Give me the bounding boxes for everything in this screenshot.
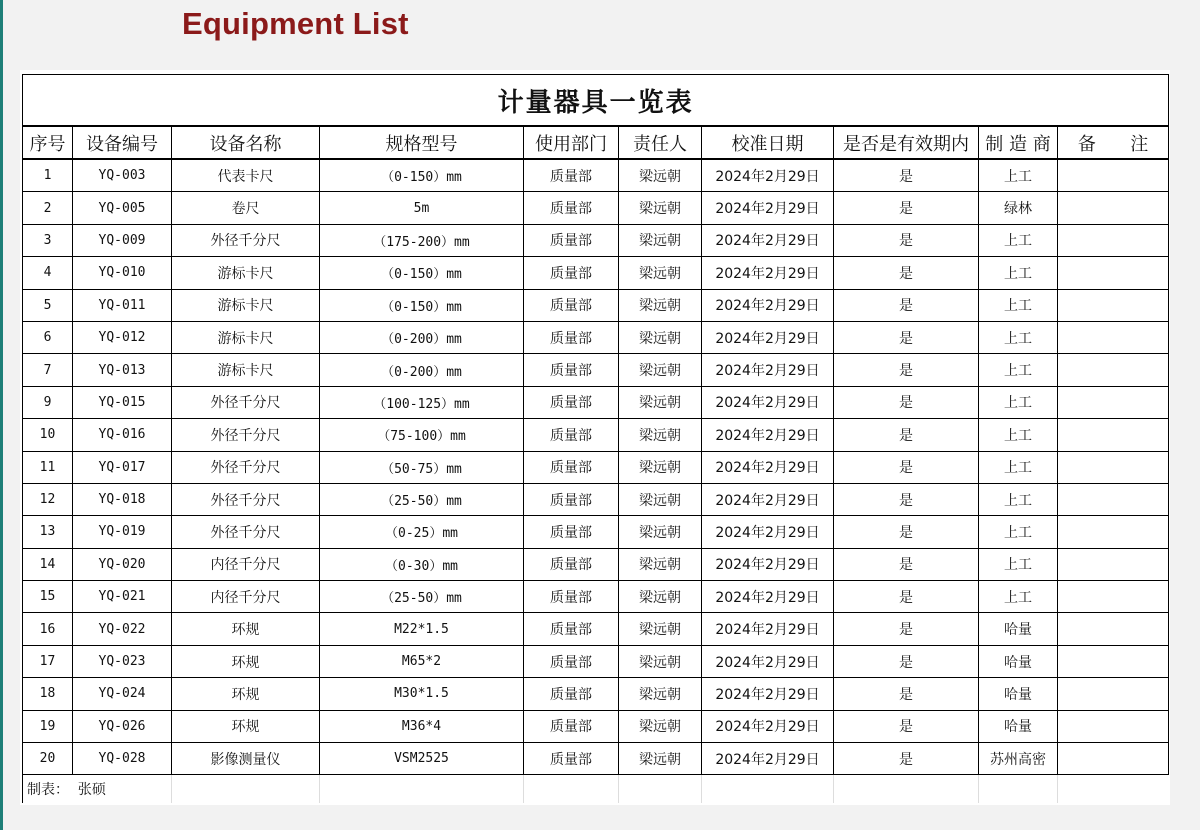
cell-remarks[interactable] — [1058, 678, 1169, 710]
table-row — [23, 451, 1169, 483]
cell-calibration-date[interactable]: 2024年2月29日 — [702, 354, 834, 386]
cell-calibration-date[interactable]: 2024年2月29日 — [702, 419, 834, 451]
cell-seq[interactable]: 3 — [23, 224, 73, 256]
table-row — [23, 386, 1169, 418]
cell-equipment-name[interactable]: 游标卡尺 — [172, 257, 320, 289]
cell-seq[interactable]: 14 — [23, 548, 73, 580]
cell-equipment-name[interactable]: 外径千分尺 — [172, 516, 320, 548]
cell-owner[interactable]: 梁远朝 — [619, 678, 702, 710]
cell-manufacturer[interactable]: 上工 — [979, 451, 1058, 483]
cell-equipment-name[interactable]: 环规 — [172, 710, 320, 742]
cell-calibration-date[interactable]: 2024年2月29日 — [702, 451, 834, 483]
table-row — [23, 257, 1169, 289]
cell-department[interactable]: 质量部 — [524, 581, 619, 613]
cell-equipment-name[interactable]: 内径千分尺 — [172, 581, 320, 613]
cell-equipment-id[interactable]: YQ-003 — [73, 159, 172, 192]
table-row — [23, 224, 1169, 256]
table-row — [23, 645, 1169, 677]
cell-equipment-name[interactable]: 环规 — [172, 645, 320, 677]
equipment-table — [22, 74, 1169, 803]
cell-department[interactable]: 质量部 — [524, 386, 619, 418]
cell-calibration-date[interactable]: 2024年2月29日 — [702, 710, 834, 742]
header-cell-equipment-id[interactable]: 设备编号 — [73, 126, 172, 159]
cell-spec[interactable]: （100-125）mm — [320, 386, 524, 418]
cell-remarks[interactable] — [1058, 289, 1169, 321]
cell-seq[interactable]: 5 — [23, 289, 73, 321]
cell-owner[interactable]: 梁远朝 — [619, 386, 702, 418]
cell-equipment-id[interactable]: YQ-009 — [73, 224, 172, 256]
table-footer-row — [23, 775, 1169, 804]
table-row — [23, 743, 1169, 775]
cell-department[interactable]: 质量部 — [524, 192, 619, 224]
cell-equipment-name[interactable]: 内径千分尺 — [172, 548, 320, 580]
cell-calibration-date[interactable]: 2024年2月29日 — [702, 192, 834, 224]
header-cell-remarks[interactable]: 备 注 — [1058, 126, 1169, 159]
window-left-edge — [0, 0, 3, 830]
cell-remarks[interactable] — [1058, 743, 1169, 775]
page-heading: Equipment List — [182, 6, 409, 41]
cell-owner[interactable]: 梁远朝 — [619, 257, 702, 289]
cell-valid[interactable]: 是 — [834, 710, 979, 742]
empty-cell[interactable] — [834, 775, 979, 804]
cell-valid[interactable]: 是 — [834, 645, 979, 677]
cell-spec[interactable]: （0-25）mm — [320, 516, 524, 548]
header-cell-spec[interactable]: 规格型号 — [320, 126, 524, 159]
cell-remarks[interactable] — [1058, 581, 1169, 613]
cell-owner[interactable]: 梁远朝 — [619, 743, 702, 775]
cell-spec[interactable]: （50-75）mm — [320, 451, 524, 483]
table-row — [23, 159, 1169, 192]
cell-calibration-date[interactable]: 2024年2月29日 — [702, 645, 834, 677]
cell-equipment-name[interactable]: 游标卡尺 — [172, 321, 320, 353]
table-row — [23, 419, 1169, 451]
cell-seq[interactable]: 2 — [23, 192, 73, 224]
cell-equipment-name[interactable]: 环规 — [172, 678, 320, 710]
table-row — [23, 678, 1169, 710]
cell-equipment-id[interactable]: YQ-021 — [73, 581, 172, 613]
cell-department[interactable]: 质量部 — [524, 548, 619, 580]
cell-remarks[interactable] — [1058, 224, 1169, 256]
cell-calibration-date[interactable]: 2024年2月29日 — [702, 257, 834, 289]
cell-spec[interactable]: M65*2 — [320, 645, 524, 677]
cell-spec[interactable]: VSM2525 — [320, 743, 524, 775]
cell-equipment-id[interactable]: YQ-022 — [73, 613, 172, 645]
table-row — [23, 516, 1169, 548]
cell-equipment-name[interactable]: 外径千分尺 — [172, 419, 320, 451]
cell-equipment-name[interactable]: 外径千分尺 — [172, 224, 320, 256]
cell-valid[interactable]: 是 — [834, 483, 979, 515]
cell-seq[interactable]: 13 — [23, 516, 73, 548]
cell-remarks[interactable] — [1058, 386, 1169, 418]
cell-manufacturer[interactable]: 哈量 — [979, 678, 1058, 710]
cell-equipment-id[interactable]: YQ-024 — [73, 678, 172, 710]
cell-seq[interactable]: 7 — [23, 354, 73, 386]
cell-department[interactable]: 质量部 — [524, 451, 619, 483]
cell-equipment-id[interactable]: YQ-011 — [73, 289, 172, 321]
cell-owner[interactable]: 梁远朝 — [619, 354, 702, 386]
cell-equipment-id[interactable]: YQ-017 — [73, 451, 172, 483]
cell-equipment-name[interactable]: 外径千分尺 — [172, 386, 320, 418]
cell-spec[interactable]: （25-50）mm — [320, 483, 524, 515]
cell-manufacturer[interactable]: 绿林 — [979, 192, 1058, 224]
table-row — [23, 354, 1169, 386]
cell-manufacturer[interactable]: 上工 — [979, 224, 1058, 256]
cell-department[interactable]: 质量部 — [524, 645, 619, 677]
cell-spec[interactable]: （0-150）mm — [320, 159, 524, 192]
cell-valid[interactable]: 是 — [834, 743, 979, 775]
table-row — [23, 289, 1169, 321]
table-row — [23, 613, 1169, 645]
cell-department[interactable]: 质量部 — [524, 743, 619, 775]
cell-manufacturer[interactable]: 上工 — [979, 321, 1058, 353]
spreadsheet-area — [20, 70, 1170, 805]
cell-valid[interactable]: 是 — [834, 192, 979, 224]
cell-manufacturer[interactable]: 上工 — [979, 483, 1058, 515]
cell-department[interactable]: 质量部 — [524, 613, 619, 645]
cell-remarks[interactable] — [1058, 516, 1169, 548]
cell-valid[interactable]: 是 — [834, 321, 979, 353]
cell-seq[interactable]: 6 — [23, 321, 73, 353]
cell-valid[interactable]: 是 — [834, 257, 979, 289]
cell-remarks[interactable] — [1058, 483, 1169, 515]
cell-manufacturer[interactable]: 苏州高密 — [979, 743, 1058, 775]
cell-remarks[interactable] — [1058, 354, 1169, 386]
cell-owner[interactable]: 梁远朝 — [619, 613, 702, 645]
cell-equipment-id[interactable]: YQ-023 — [73, 645, 172, 677]
cell-seq[interactable]: 17 — [23, 645, 73, 677]
cell-calibration-date[interactable]: 2024年2月29日 — [702, 386, 834, 418]
cell-valid[interactable]: 是 — [834, 224, 979, 256]
cell-remarks[interactable] — [1058, 321, 1169, 353]
cell-seq[interactable]: 11 — [23, 451, 73, 483]
cell-department[interactable]: 质量部 — [524, 419, 619, 451]
cell-spec[interactable]: （0-30）mm — [320, 548, 524, 580]
cell-equipment-id[interactable]: YQ-020 — [73, 548, 172, 580]
cell-equipment-id[interactable]: YQ-013 — [73, 354, 172, 386]
cell-manufacturer[interactable]: 上工 — [979, 289, 1058, 321]
cell-valid[interactable]: 是 — [834, 159, 979, 192]
cell-equipment-name[interactable]: 卷尺 — [172, 192, 320, 224]
cell-seq[interactable]: 16 — [23, 613, 73, 645]
cell-owner[interactable]: 梁远朝 — [619, 645, 702, 677]
header-cell-manufacturer[interactable]: 制 造 商 — [979, 126, 1058, 159]
cell-owner[interactable]: 梁远朝 — [619, 516, 702, 548]
table-title: 计量器具一览表 — [23, 75, 1169, 127]
cell-remarks[interactable] — [1058, 548, 1169, 580]
header-cell-valid[interactable]: 是否是有效期内 — [834, 126, 979, 159]
table-row — [23, 192, 1169, 224]
cell-spec[interactable]: （0-200）mm — [320, 321, 524, 353]
cell-department[interactable]: 质量部 — [524, 710, 619, 742]
cell-remarks[interactable] — [1058, 451, 1169, 483]
cell-calibration-date[interactable]: 2024年2月29日 — [702, 548, 834, 580]
cell-owner[interactable]: 梁远朝 — [619, 289, 702, 321]
cell-owner[interactable]: 梁远朝 — [619, 224, 702, 256]
cell-calibration-date[interactable]: 2024年2月29日 — [702, 159, 834, 192]
cell-valid[interactable]: 是 — [834, 386, 979, 418]
cell-spec[interactable]: （0-150）mm — [320, 289, 524, 321]
cell-owner[interactable]: 梁远朝 — [619, 192, 702, 224]
cell-remarks[interactable] — [1058, 645, 1169, 677]
empty-cell[interactable] — [702, 775, 834, 804]
cell-equipment-id[interactable]: YQ-010 — [73, 257, 172, 289]
cell-remarks[interactable] — [1058, 257, 1169, 289]
cell-equipment-name[interactable]: 游标卡尺 — [172, 354, 320, 386]
table-row — [23, 321, 1169, 353]
cell-manufacturer[interactable]: 哈量 — [979, 710, 1058, 742]
cell-spec[interactable]: M22*1.5 — [320, 613, 524, 645]
cell-seq[interactable]: 1 — [23, 159, 73, 192]
cell-manufacturer[interactable]: 上工 — [979, 516, 1058, 548]
cell-owner[interactable]: 梁远朝 — [619, 483, 702, 515]
cell-owner[interactable]: 梁远朝 — [619, 159, 702, 192]
header-cell-calibration-date[interactable]: 校准日期 — [702, 126, 834, 159]
cell-valid[interactable]: 是 — [834, 613, 979, 645]
cell-seq[interactable]: 9 — [23, 386, 73, 418]
cell-calibration-date[interactable]: 2024年2月29日 — [702, 483, 834, 515]
cell-calibration-date[interactable]: 2024年2月29日 — [702, 678, 834, 710]
cell-department[interactable]: 质量部 — [524, 257, 619, 289]
cell-equipment-id[interactable]: YQ-005 — [73, 192, 172, 224]
cell-remarks[interactable] — [1058, 710, 1169, 742]
cell-equipment-name[interactable]: 影像测量仪 — [172, 743, 320, 775]
cell-department[interactable]: 质量部 — [524, 483, 619, 515]
cell-department[interactable]: 质量部 — [524, 159, 619, 192]
cell-owner[interactable]: 梁远朝 — [619, 419, 702, 451]
cell-seq[interactable]: 4 — [23, 257, 73, 289]
cell-equipment-name[interactable]: 代表卡尺 — [172, 159, 320, 192]
table-row — [23, 548, 1169, 580]
cell-manufacturer[interactable]: 上工 — [979, 386, 1058, 418]
cell-calibration-date[interactable]: 2024年2月29日 — [702, 321, 834, 353]
cell-seq[interactable]: 18 — [23, 678, 73, 710]
cell-equipment-id[interactable]: YQ-028 — [73, 743, 172, 775]
cell-valid[interactable]: 是 — [834, 516, 979, 548]
cell-remarks[interactable] — [1058, 613, 1169, 645]
empty-cell[interactable] — [1058, 775, 1169, 804]
cell-manufacturer[interactable]: 上工 — [979, 581, 1058, 613]
cell-owner[interactable]: 梁远朝 — [619, 321, 702, 353]
empty-cell[interactable] — [524, 775, 619, 804]
cell-spec[interactable]: M30*1.5 — [320, 678, 524, 710]
header-cell-department[interactable]: 使用部门 — [524, 126, 619, 159]
cell-seq[interactable]: 15 — [23, 581, 73, 613]
table-row — [23, 581, 1169, 613]
cell-spec[interactable]: （75-100）mm — [320, 419, 524, 451]
cell-equipment-name[interactable]: 游标卡尺 — [172, 289, 320, 321]
cell-seq[interactable]: 19 — [23, 710, 73, 742]
cell-department[interactable]: 质量部 — [524, 516, 619, 548]
cell-calibration-date[interactable]: 2024年2月29日 — [702, 224, 834, 256]
cell-valid[interactable]: 是 — [834, 289, 979, 321]
cell-spec[interactable]: （0-150）mm — [320, 257, 524, 289]
header-cell-equipment-name[interactable]: 设备名称 — [172, 126, 320, 159]
header-cell-owner[interactable]: 责任人 — [619, 126, 702, 159]
cell-equipment-name[interactable]: 环规 — [172, 613, 320, 645]
cell-spec[interactable]: M36*4 — [320, 710, 524, 742]
cell-spec[interactable]: 5m — [320, 192, 524, 224]
header-cell-seq[interactable]: 序号 — [23, 126, 73, 159]
cell-equipment-id[interactable]: YQ-016 — [73, 419, 172, 451]
cell-department[interactable]: 质量部 — [524, 678, 619, 710]
cell-equipment-name[interactable]: 外径千分尺 — [172, 483, 320, 515]
cell-manufacturer[interactable]: 上工 — [979, 159, 1058, 192]
cell-owner[interactable]: 梁远朝 — [619, 710, 702, 742]
cell-owner[interactable]: 梁远朝 — [619, 581, 702, 613]
cell-valid[interactable]: 是 — [834, 419, 979, 451]
cell-remarks[interactable] — [1058, 159, 1169, 192]
cell-owner[interactable]: 梁远朝 — [619, 451, 702, 483]
cell-remarks[interactable] — [1058, 192, 1169, 224]
cell-valid[interactable]: 是 — [834, 581, 979, 613]
cell-department[interactable]: 质量部 — [524, 354, 619, 386]
cell-valid[interactable]: 是 — [834, 451, 979, 483]
cell-valid[interactable]: 是 — [834, 678, 979, 710]
table-row — [23, 483, 1169, 515]
cell-calibration-date[interactable]: 2024年2月29日 — [702, 613, 834, 645]
cell-equipment-id[interactable]: YQ-019 — [73, 516, 172, 548]
cell-calibration-date[interactable]: 2024年2月29日 — [702, 289, 834, 321]
cell-calibration-date[interactable]: 2024年2月29日 — [702, 743, 834, 775]
prepared-by[interactable]: 制表： 张硕 — [23, 775, 172, 804]
cell-calibration-date[interactable]: 2024年2月29日 — [702, 516, 834, 548]
cell-manufacturer[interactable]: 哈量 — [979, 613, 1058, 645]
cell-calibration-date[interactable]: 2024年2月29日 — [702, 581, 834, 613]
cell-department[interactable]: 质量部 — [524, 224, 619, 256]
cell-manufacturer[interactable]: 上工 — [979, 354, 1058, 386]
cell-seq[interactable]: 12 — [23, 483, 73, 515]
cell-spec[interactable]: （175-200）mm — [320, 224, 524, 256]
empty-cell[interactable] — [619, 775, 702, 804]
cell-manufacturer[interactable]: 哈量 — [979, 645, 1058, 677]
cell-seq[interactable]: 10 — [23, 419, 73, 451]
cell-remarks[interactable] — [1058, 419, 1169, 451]
empty-cell[interactable] — [320, 775, 524, 804]
table-header-row — [23, 126, 1169, 159]
cell-equipment-id[interactable]: YQ-026 — [73, 710, 172, 742]
empty-cell[interactable] — [172, 775, 320, 804]
cell-equipment-id[interactable]: YQ-012 — [73, 321, 172, 353]
cell-seq[interactable]: 20 — [23, 743, 73, 775]
cell-valid[interactable]: 是 — [834, 548, 979, 580]
cell-owner[interactable]: 梁远朝 — [619, 548, 702, 580]
cell-department[interactable]: 质量部 — [524, 321, 619, 353]
cell-valid[interactable]: 是 — [834, 354, 979, 386]
table-row — [23, 710, 1169, 742]
cell-manufacturer[interactable]: 上工 — [979, 257, 1058, 289]
cell-equipment-id[interactable]: YQ-018 — [73, 483, 172, 515]
empty-cell[interactable] — [979, 775, 1058, 804]
cell-manufacturer[interactable]: 上工 — [979, 548, 1058, 580]
cell-spec[interactable]: （0-200）mm — [320, 354, 524, 386]
table-title-row — [23, 75, 1169, 127]
cell-equipment-id[interactable]: YQ-015 — [73, 386, 172, 418]
cell-spec[interactable]: （25-50）mm — [320, 581, 524, 613]
cell-equipment-name[interactable]: 外径千分尺 — [172, 451, 320, 483]
cell-manufacturer[interactable]: 上工 — [979, 419, 1058, 451]
cell-department[interactable]: 质量部 — [524, 289, 619, 321]
